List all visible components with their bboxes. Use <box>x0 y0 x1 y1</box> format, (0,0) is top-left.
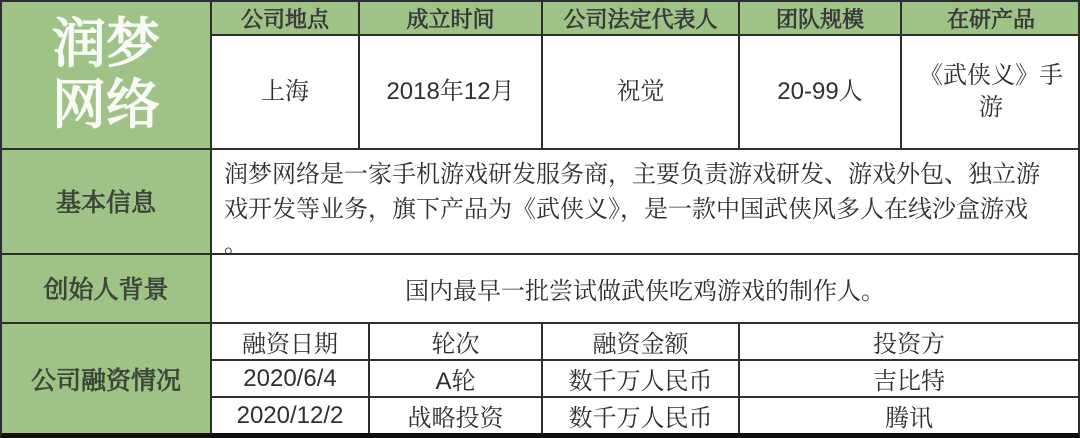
funding-investor: 腾讯 <box>885 405 933 432</box>
funding-header-round: 轮次 <box>370 324 543 359</box>
overview-row <box>2 2 1078 150</box>
founder-row <box>2 255 1078 324</box>
header-founded: 成立时间 <box>360 2 541 36</box>
header-team-size: 团队规模 <box>740 2 900 36</box>
column-location <box>212 2 360 148</box>
company-name-cell <box>2 2 212 148</box>
value-legal-representative: 祝觉 <box>616 77 665 105</box>
funding-table <box>212 324 1078 433</box>
column-founded <box>360 2 543 148</box>
funding-date: 2020/6/4 <box>212 361 370 396</box>
value-founded: 2018年12月 <box>386 77 515 105</box>
value-location: 上海 <box>261 77 309 105</box>
company-name-line1: 润梦 <box>52 13 160 74</box>
funding-row <box>2 324 1078 433</box>
funding-header-row <box>212 324 1078 361</box>
basic-info-row <box>2 150 1078 258</box>
funding-amount: 数千万人民币 <box>543 398 740 433</box>
basic-info-line1: 润梦网络是一家手机游戏研发服务商，主要负责游戏研发、游戏外包、独立游 <box>224 160 1040 188</box>
value-product: 《武侠义》手游 <box>919 61 1063 121</box>
funding-header-investor: 投资方 <box>873 331 945 358</box>
company-name-line2: 网络 <box>52 74 160 135</box>
column-product <box>902 2 1080 148</box>
funding-date: 2020/12/2 <box>212 398 370 433</box>
funding-round: 战略投资 <box>370 398 543 433</box>
header-product: 在研产品 <box>902 2 1080 36</box>
value-team-size: 20-99人 <box>777 77 863 105</box>
header-legal-representative: 公司法定代表人 <box>543 2 738 36</box>
basic-info-line3: 。 <box>224 230 248 258</box>
column-team-size <box>740 2 902 148</box>
funding-header-date: 融资日期 <box>212 324 370 359</box>
funding-data-row-1 <box>212 361 1078 398</box>
funding-round: A轮 <box>370 361 543 396</box>
funding-label: 公司融资情况 <box>2 324 212 433</box>
column-legal-representative <box>543 2 740 148</box>
funding-investor: 吉比特 <box>873 368 945 395</box>
founder-label: 创始人背景 <box>2 255 212 322</box>
basic-info-line2: 戏开发等业务，旗下产品为《武侠义》，是一款中国武侠风多人在线沙盒游戏 <box>224 195 1028 223</box>
funding-data-row-2 <box>212 398 1078 433</box>
funding-header-amount: 融资金额 <box>543 324 740 359</box>
basic-info-text <box>212 150 1078 258</box>
header-location: 公司地点 <box>212 2 358 36</box>
basic-info-label: 基本信息 <box>2 150 212 253</box>
funding-amount: 数千万人民币 <box>543 361 740 396</box>
founder-text: 国内最早一批尝试做武侠吃鸡游戏的制作人。 <box>405 277 885 305</box>
